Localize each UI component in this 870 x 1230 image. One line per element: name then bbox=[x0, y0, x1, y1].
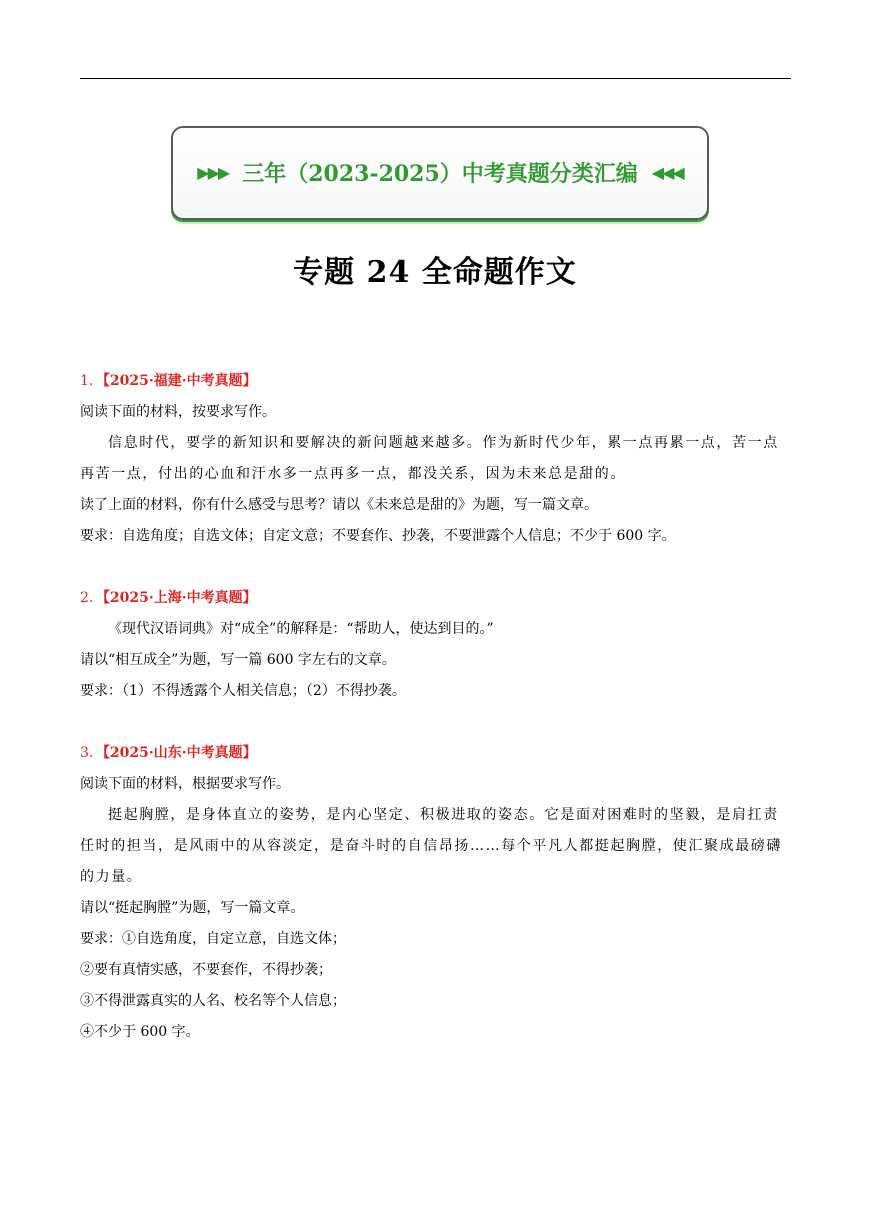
instruction-line: 阅读下面的材料，根据要求写作。 bbox=[80, 776, 290, 792]
question-source: 【2025·上海·中考真题】 bbox=[102, 590, 257, 606]
page-title: 专题 24 全命题作文 bbox=[293, 255, 577, 290]
question-1 bbox=[80, 366, 792, 552]
question-number: 3． bbox=[80, 745, 103, 761]
material-paragraph: 挺起胸膛，是身体直立的姿势，是内心坚定、积极进取的姿态。它是面对困难时的坚毅，是肩扛责任时的担当，是风雨中的从容淡定，是奋斗时的自信昂扬……每个平凡人都挺起胸膛，使汇聚成最磅礴的力量。 bbox=[80, 807, 782, 885]
requirement-line: ②要有真情实感，不要套作，不得抄袭； bbox=[80, 962, 332, 978]
material-paragraph: 《现代汉语词典》对“成全”的解释是：“帮助人，使达到目的。” bbox=[108, 621, 494, 637]
requirement-line: 要求：①自选角度，自定立意，自选文体； bbox=[80, 931, 346, 947]
question-source: 【2025·山东·中考真题】 bbox=[102, 745, 257, 761]
banner-content bbox=[197, 157, 682, 188]
question-number: 1． bbox=[80, 373, 103, 389]
banner-text: 三年（2023-2025）中考真题分类汇编 bbox=[242, 160, 638, 187]
requirement-line: ③不得泄露真实的人名、校名等个人信息； bbox=[80, 993, 346, 1009]
prompt-line: 请以“挺起胸膛”为题，写一篇文章。 bbox=[80, 900, 305, 916]
question-header bbox=[80, 366, 792, 397]
material-paragraph: 信息时代，要学的新知识和要解决的新问题越来越多。作为新时代少年，累一点再累一点，苦一点再苦一点，付出的心血和汗水多一点再多一点，都没关系，因为未来总是甜的。 bbox=[80, 435, 779, 482]
question-3 bbox=[80, 738, 792, 1048]
triple-right-arrow-icon: ▶▶▶ bbox=[197, 162, 229, 182]
series-banner bbox=[171, 126, 709, 220]
question-header bbox=[80, 738, 792, 769]
requirement-line: ④不少于 600 字。 bbox=[80, 1024, 200, 1040]
question-number: 2． bbox=[80, 590, 103, 606]
requirement-line: 要求：（1）不得透露个人相关信息；（2）不得抄袭。 bbox=[80, 683, 406, 699]
requirement-line: 要求：自选角度；自选文体；自定文意；不要套作、抄袭，不要泄露个人信息；不少于 600 字。 bbox=[80, 528, 676, 544]
question-list bbox=[80, 366, 792, 1048]
prompt-line: 请以“相互成全”为题，写一篇 600 字左右的文章。 bbox=[80, 652, 396, 668]
question-header bbox=[80, 583, 792, 614]
instruction-line: 阅读下面的材料，按要求写作。 bbox=[80, 404, 276, 420]
question-2 bbox=[80, 583, 792, 707]
prompt-line: 读了上面的材料，你有什么感受与思考？请以《未来总是甜的》为题，写一篇文章。 bbox=[80, 497, 598, 513]
question-source: 【2025·福建·中考真题】 bbox=[102, 373, 257, 389]
header-rule bbox=[80, 78, 791, 79]
triple-left-arrow-icon: ◀◀◀ bbox=[651, 162, 683, 182]
